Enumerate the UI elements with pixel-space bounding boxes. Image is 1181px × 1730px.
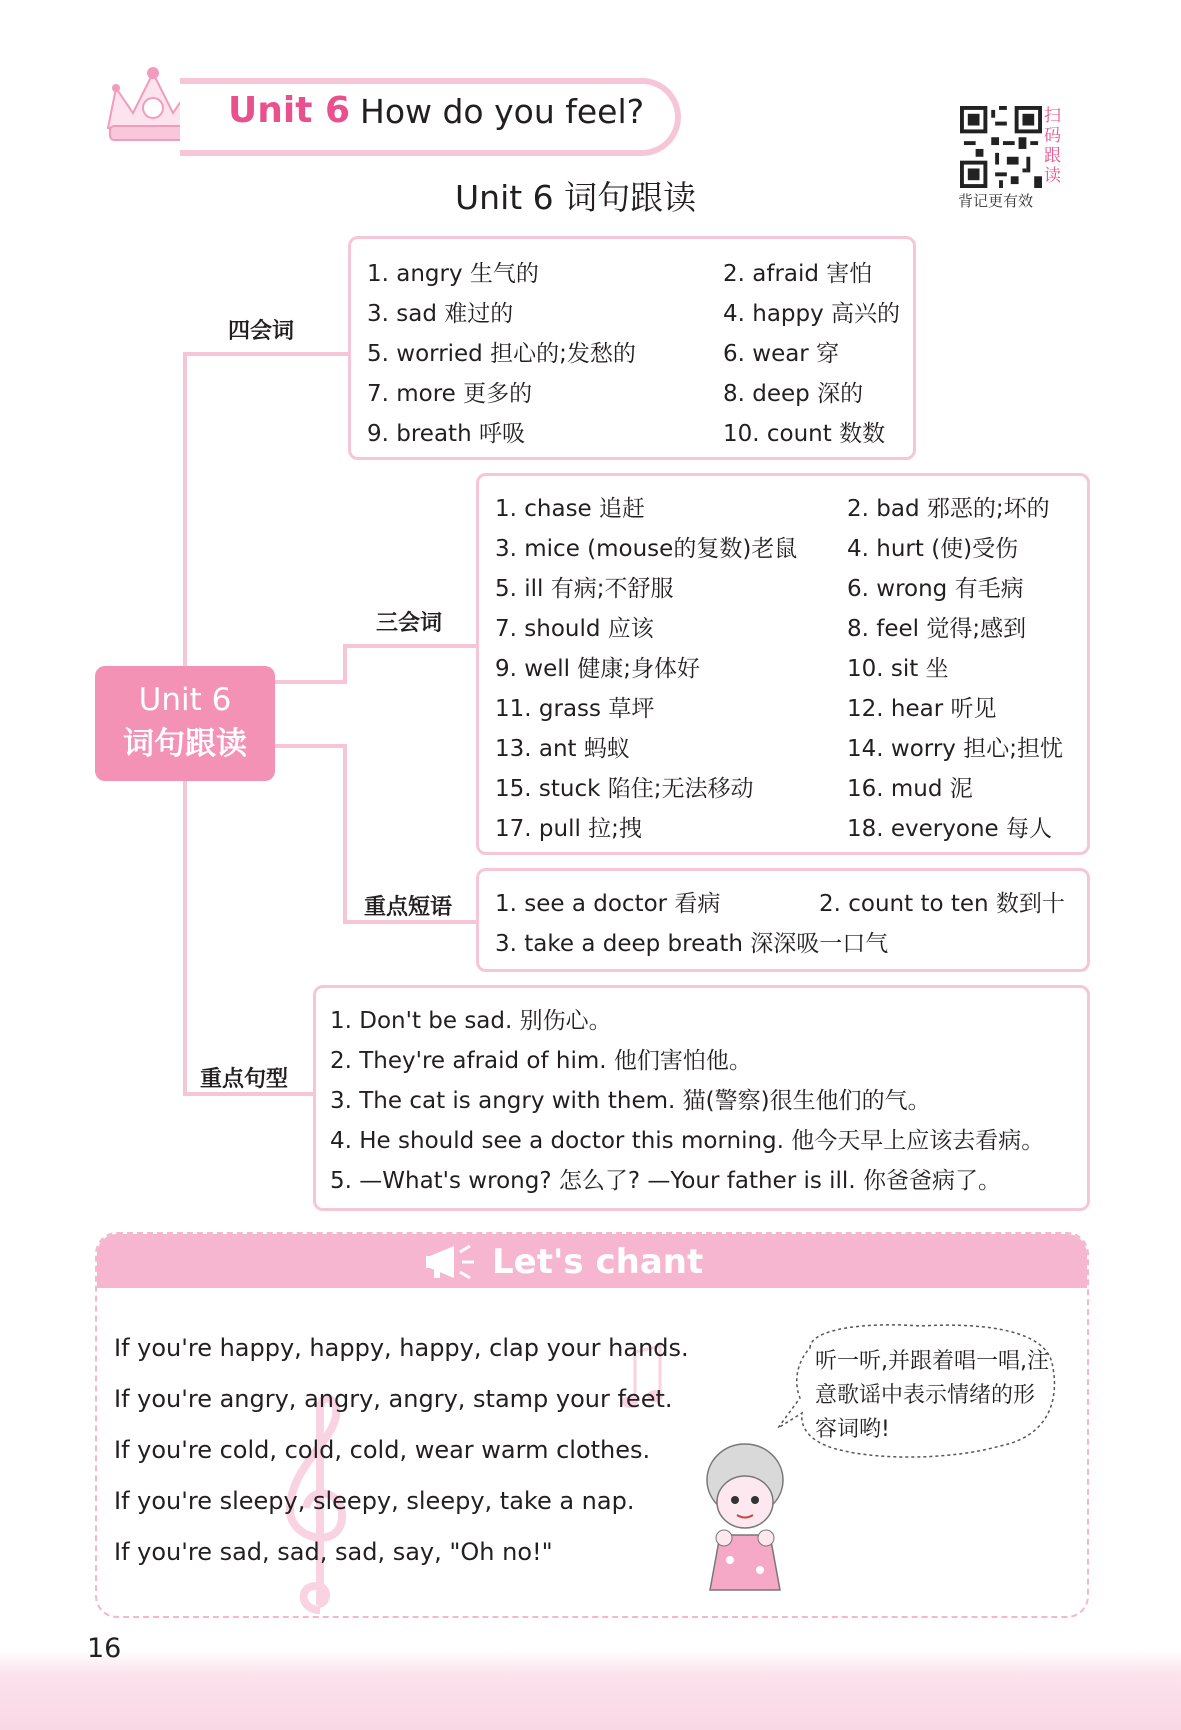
girl-character-icon xyxy=(690,1440,800,1600)
bottom-decoration xyxy=(0,1650,1181,1730)
qr-caption: 背记更有效 xyxy=(958,192,1034,210)
center-node-line2: 词句跟读 xyxy=(123,726,247,762)
list-item: 17. pull 拉;拽 xyxy=(495,816,642,842)
list-item: 1. see a doctor 看病 xyxy=(495,891,721,917)
list-item: 9. well 健康;身体好 xyxy=(495,656,701,682)
list-item: 13. ant 蚂蚁 xyxy=(495,736,630,762)
list-item: 16. mud 泥 xyxy=(847,776,973,802)
list-item: 18. everyone 每人 xyxy=(847,816,1052,842)
branch-vert-three xyxy=(343,644,347,684)
branch-line-four xyxy=(183,352,350,356)
list-item: 5. ill 有病;不舒服 xyxy=(495,576,674,602)
list-item: 3. The cat is angry with them. 猫(警察)很生他们的气。 xyxy=(330,1088,931,1114)
list-item: 5. —What's wrong? 怎么了? —Your father is ill. 你爸爸病了。 xyxy=(330,1168,1001,1194)
branch-line-three xyxy=(343,644,478,648)
chant-line: If you're sad, sad, sad, say, "Oh no!" xyxy=(114,1538,553,1566)
list-item: 15. stuck 陷住;无法移动 xyxy=(495,776,754,802)
list-item: 6. wrong 有毛病 xyxy=(847,576,1024,602)
page-heading: Unit 6 词句跟读 xyxy=(455,178,697,217)
qr-code-icon[interactable] xyxy=(960,106,1042,188)
chant-line: If you're happy, happy, happy, clap your hands. xyxy=(114,1334,689,1362)
list-item: 1. Don't be sad. 别伤心。 xyxy=(330,1008,612,1034)
list-item: 11. grass 草坪 xyxy=(495,696,655,722)
list-item: 2. bad 邪恶的;坏的 xyxy=(847,496,1050,522)
list-item: 8. feel 觉得;感到 xyxy=(847,616,1027,642)
list-item: 2. They're afraid of him. 他们害怕他。 xyxy=(330,1048,752,1074)
list-item: 4. hurt (使)受伤 xyxy=(847,536,1019,562)
list-item: 10. sit 坐 xyxy=(847,656,949,682)
unit-label: Unit 6 xyxy=(228,90,350,131)
node-out-line-top xyxy=(275,680,345,684)
list-item: 12. hear 听见 xyxy=(847,696,997,722)
label-sentences: 重点句型 xyxy=(200,1067,289,1092)
list-item: 14. worry 担心;担忧 xyxy=(847,736,1063,762)
chant-line: If you're cold, cold, cold, wear warm clothes. xyxy=(114,1436,651,1464)
center-node xyxy=(95,666,275,781)
phrases-box xyxy=(476,868,1090,972)
qr-side-text: 扫码跟读 xyxy=(1044,106,1061,186)
list-item: 3. mice (mouse的复数)老鼠 xyxy=(495,536,798,562)
unit-title: How do you feel? xyxy=(360,92,645,131)
list-item: 1. chase 追赶 xyxy=(495,496,646,522)
list-item: 1. angry 生气的 xyxy=(367,261,539,287)
chant-line: If you're sleepy, sleepy, sleepy, take a nap. xyxy=(114,1487,635,1515)
list-item: 9. breath 呼吸 xyxy=(367,421,525,447)
node-out-line-bottom xyxy=(275,744,345,748)
center-node-line1: Unit 6 xyxy=(138,682,232,718)
list-item: 4. happy 高兴的 xyxy=(723,301,901,327)
list-item: 7. should 应该 xyxy=(495,616,654,642)
megaphone-icon xyxy=(424,1240,484,1284)
sentences-box xyxy=(313,985,1090,1211)
list-item: 4. He should see a doctor this morning. 他今天早上应该去看病。 xyxy=(330,1128,1045,1154)
four-words-box xyxy=(348,236,916,460)
chant-line: If you're angry, angry, angry, stamp your feet. xyxy=(114,1385,673,1413)
page-number: 16 xyxy=(87,1633,122,1664)
list-item: 2. afraid 害怕 xyxy=(723,261,873,287)
list-item: 5. worried 担心的;发愁的 xyxy=(367,341,636,367)
branch-vert-phrases xyxy=(343,744,347,924)
label-three-words: 三会词 xyxy=(376,611,443,636)
list-item: 3. take a deep breath 深深吸一口气 xyxy=(495,931,889,957)
list-item: 10. count 数数 xyxy=(723,421,886,447)
label-four-words: 四会词 xyxy=(228,319,295,344)
three-words-box xyxy=(476,473,1090,855)
label-phrases: 重点短语 xyxy=(364,895,453,920)
list-item: 6. wear 穿 xyxy=(723,341,840,367)
list-item: 8. deep 深的 xyxy=(723,381,864,407)
list-item: 7. more 更多的 xyxy=(367,381,533,407)
list-item: 3. sad 难过的 xyxy=(367,301,514,327)
bubble-text: 听一听,并跟着唱一唱,注意歌谣中表示情绪的形容词哟! xyxy=(815,1349,1049,1442)
list-item: 2. count to ten 数到十 xyxy=(819,891,1065,917)
chant-title: Let's chant xyxy=(492,1242,704,1282)
